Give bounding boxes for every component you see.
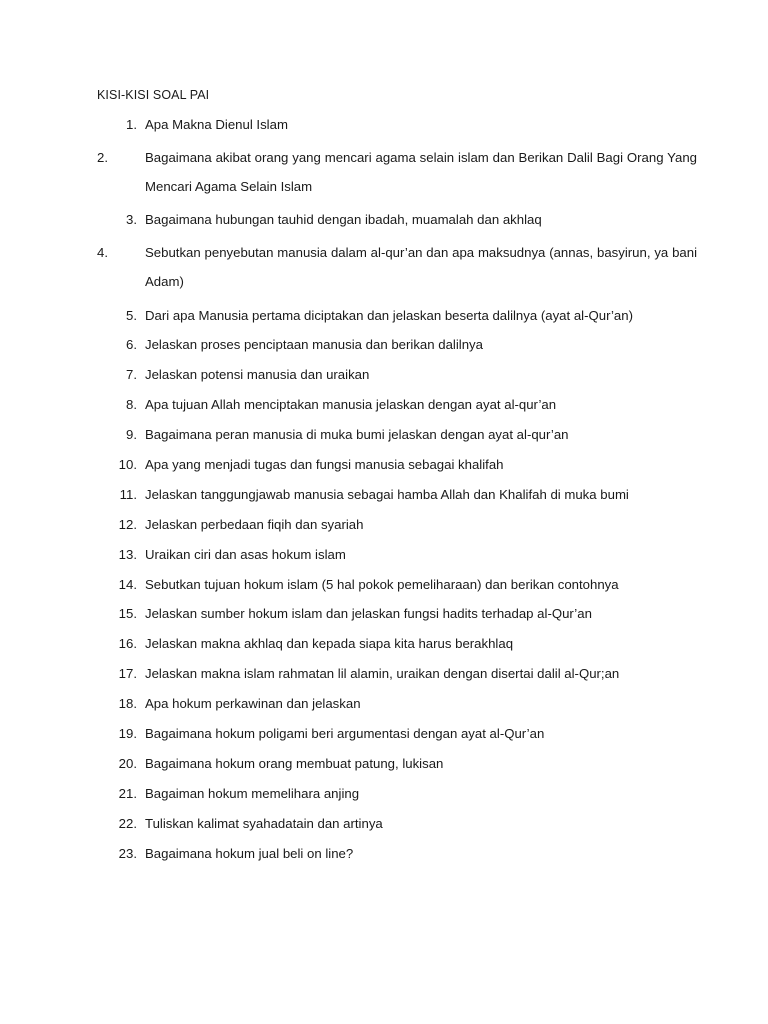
question-text: Apa Makna Dienul Islam [145,117,288,132]
question-text: Jelaskan makna akhlaq dan kepada siapa kita harus berakhlaq [145,636,514,652]
question-number: 18. [118,696,137,712]
question-item [97,693,697,715]
question-item [97,843,697,865]
question-item [97,454,697,476]
question-number: 16. [118,636,137,652]
question-text: Jelaskan proses penciptaan manusia dan berikan dalilnya [145,337,483,353]
question-number: 11. [119,486,137,502]
question-item [97,364,697,386]
question-number: 5. [126,307,137,323]
question-item [97,394,697,416]
question-number: 12. [118,516,137,532]
question-item [97,144,697,202]
question-number: 13. [118,546,137,562]
question-item [97,723,697,745]
question-text: Bagaimana hokum jual beli on line? [145,845,354,861]
question-item [97,783,697,805]
question-number: 22. [118,815,137,831]
question-text: Bagaiman hokum memelihara anjing [145,785,360,801]
question-number: 15. [118,606,137,622]
question-text: Tuliskan kalimat syahadatain dan artinya [145,815,383,831]
question-text: Dari apa Manusia pertama diciptakan dan jelaskan beserta dalilnya (ayat al-Qur’an) [145,307,633,323]
question-text: Jelaskan perbedaan fiqih dan syariah [145,516,364,532]
question-number: 20. [118,755,137,771]
question-number: 17. [118,666,137,682]
document-title: KISI-KISI SOAL PAI [97,88,210,102]
question-number: 10. [118,457,137,473]
question-number: 21. [118,785,137,801]
question-number: 1. [126,117,137,132]
question-item [97,239,697,297]
question-text: Bagaimana hokum orang membuat patung, lukisan [145,755,444,771]
question-item [97,633,697,655]
question-item [97,484,697,506]
question-text: Apa tujuan Allah menciptakan manusia jelaskan dengan ayat al-qur’an [145,397,557,413]
question-number: 23. [118,845,137,861]
question-item [97,334,697,356]
question-item [97,209,697,231]
question-text: Apa hokum perkawinan dan jelaskan [145,696,361,712]
question-item [97,114,697,136]
question-text: Sebutkan tujuan hokum islam (5 hal pokok pemeliharaan) dan berikan contohnya [145,576,619,592]
question-item [97,574,697,596]
question-text: Jelaskan sumber hokum islam dan jelaskan fungsi hadits terhadap al-Qur’an [145,606,592,622]
question-item [97,544,697,566]
question-number: 7. [126,367,137,383]
question-item [97,753,697,775]
question-number: 9. [126,427,137,443]
question-text: Apa yang menjadi tugas dan fungsi manusia sebagai khalifah [145,457,504,473]
question-number: 14. [118,576,137,592]
question-text: Bagaimana hubungan tauhid dengan ibadah, muamalah dan akhlaq [145,212,542,228]
question-number: 6. [126,337,137,353]
question-text: Jelaskan makna islam rahmatan lil alamin, uraikan dengan disertai dalil al-Qur;an [145,666,620,682]
question-item [97,424,697,446]
question-list [97,114,697,872]
question-item [97,813,697,835]
question-number: 8. [126,397,137,413]
question-text: Bagaimana akibat orang yang mencari agama selain islam dan Berikan Dalil Bagi Orang Yang Mencari Agama Selain Islam [145,149,697,194]
question-item [97,663,697,685]
question-text: Jelaskan tanggungjawab manusia sebagai hamba Allah dan Khalifah di muka bumi [145,486,629,502]
question-item [97,514,697,536]
question-item [97,305,697,327]
question-number: 3. [126,212,137,228]
question-text: Bagaimana peran manusia di muka bumi jelaskan dengan ayat al-qur’an [145,427,569,443]
question-number: 2. [97,149,108,165]
question-text: Uraikan ciri dan asas hokum islam [145,546,346,562]
question-number: 4. [97,245,108,261]
question-text: Jelaskan potensi manusia dan uraikan [145,367,370,383]
question-number: 19. [118,726,137,742]
question-item [97,603,697,625]
question-text: Bagaimana hokum poligami beri argumentasi dengan ayat al-Qur’an [145,726,545,742]
question-text: Sebutkan penyebutan manusia dalam al-qur’an dan apa maksudnya (annas, basyirun, ya bani Adam) [145,245,697,289]
